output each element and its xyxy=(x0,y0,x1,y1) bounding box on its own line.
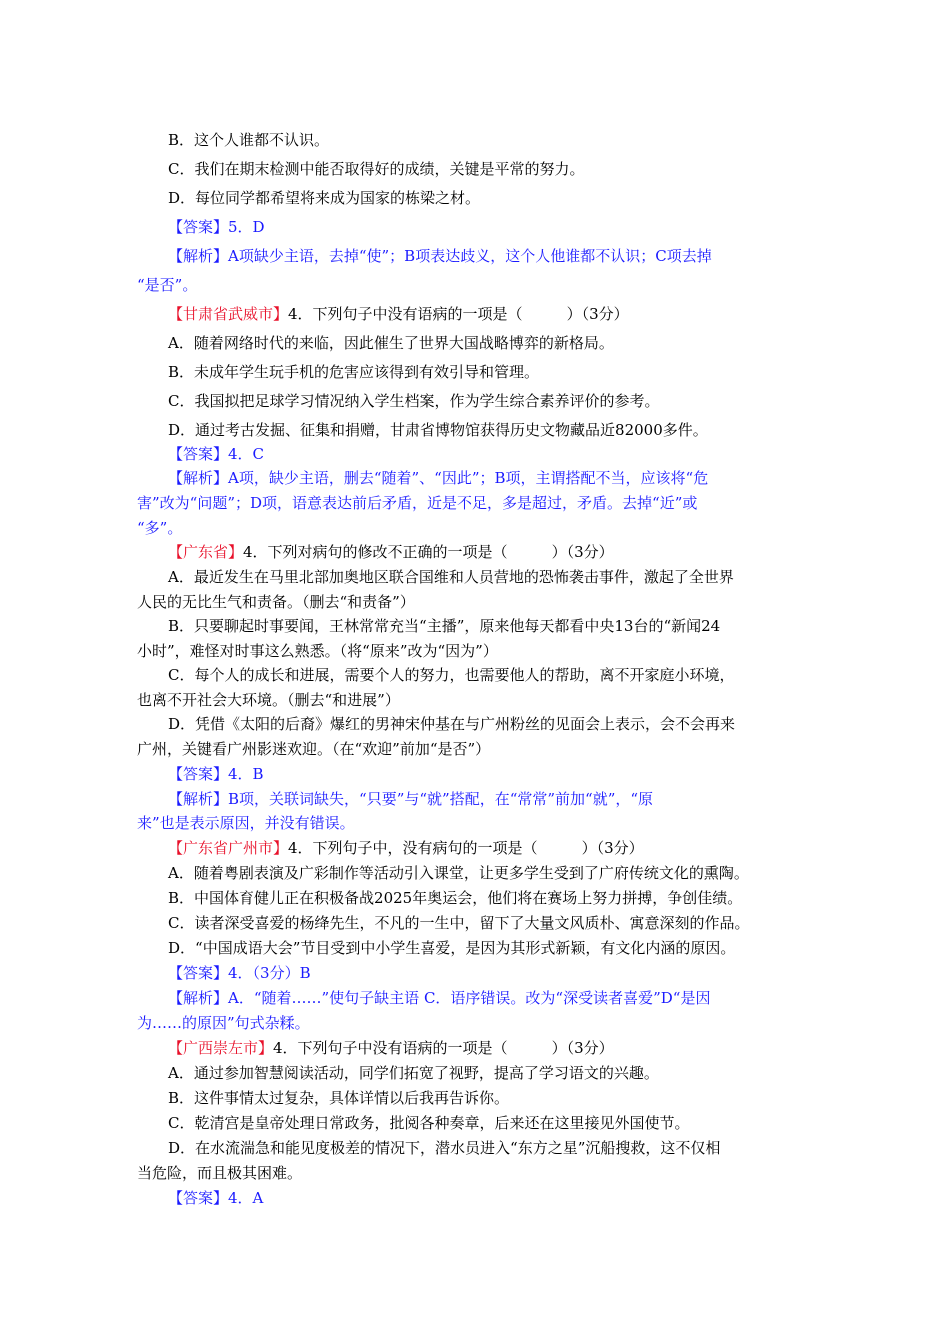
gansu-option-b: B．未成年学生玩手机的危害应该得到有效引导和管理。 xyxy=(168,363,540,381)
gansu-analysis-line2: 害”改为“问题”；D项，语意表达前后矛盾，近是不足，多是超过，矛盾。去掉“近”或 xyxy=(137,494,698,512)
stem-text: 4．下列对病句的修改不正确的一项是（ xyxy=(243,543,508,561)
guangxi-question-stem xyxy=(168,1037,614,1059)
analysis-text: A．“随着……”使句子缺主语 C．语序错误。改为“深受读者喜爱”D“是因 xyxy=(228,989,711,1007)
guangzhou-option-a: A．随着粤剧表演及广彩制作等活动引入课堂，让更多学生受到了广府传统文化的熏陶。 xyxy=(168,864,749,882)
guangdong-analysis-line2: 来”也是表示原因，并没有错误。 xyxy=(137,814,355,832)
guangdong-analysis-line1 xyxy=(168,788,653,810)
guangdong-option-a-line1: A．最近发生在马里北部加奥地区联合国维和人员营地的恐怖袭击事件，激起了全世界 xyxy=(168,568,734,586)
guangxi-option-b: B．这件事情太过复杂，具体详情以后我再告诉你。 xyxy=(168,1089,510,1107)
guangdong-answer xyxy=(168,763,264,785)
answer-value: 4．B xyxy=(228,765,264,783)
gansu-analysis-line1 xyxy=(168,467,708,489)
gansu-option-c: C．我国拟把足球学习情况纳入学生档案，作为学生综合素养评价的参考。 xyxy=(168,392,660,410)
guangdong-option-b-line1: B．只要聊起时事要闻，王林常常充当“主播”，原来他每天都看中央13台的“新闻24 xyxy=(168,617,721,635)
stem-score: ）（3分） xyxy=(566,305,629,323)
stem-score: ）（3分） xyxy=(551,1039,614,1057)
stem-score: ）（3分） xyxy=(551,543,614,561)
analysis-label: 【解析】 xyxy=(168,469,229,487)
answer-label: 【答案】 xyxy=(168,765,229,783)
gansu-option-a: A．随着网络时代的来临，因此催生了世界大国战略博弈的新格局。 xyxy=(168,334,614,352)
stem-text: 4．下列句子中没有语病的一项是（ xyxy=(288,305,523,323)
guangdong-question-stem xyxy=(168,541,614,563)
answer-label: 【答案】 xyxy=(168,1189,229,1207)
guangzhou-option-c: C．读者深受喜爱的杨绛先生，不凡的一生中，留下了大量文风质朴、寓意深刻的作品。 xyxy=(168,914,750,932)
q5-option-d: D．每位同学都希望将来成为国家的栋梁之材。 xyxy=(168,189,481,207)
guangzhou-option-b: B．中国体育健儿正在积极备战2025年奥运会，他们将在赛场上努力拼搏，争创佳绩。 xyxy=(168,889,743,907)
analysis-label: 【解析】 xyxy=(168,989,229,1007)
answer-label: 【答案】 xyxy=(168,218,229,236)
answer-value: 4．C xyxy=(228,445,265,463)
guangzhou-option-d: D．“中国成语大会”节目受到中小学生喜爱，是因为其形式新颖，有文化内涵的原因。 xyxy=(168,939,736,957)
guangxi-option-a: A．通过参加智慧阅读活动，同学们拓宽了视野，提高了学习语文的兴趣。 xyxy=(168,1064,659,1082)
guangxi-option-d-line1: D．在水流湍急和能见度极差的情况下，潜水员进入“东方之星”沉船搜救，这不仅相 xyxy=(168,1139,721,1157)
stem-score: ）（3分） xyxy=(581,839,644,857)
guangxi-option-d-line2: 当危险，而且极其困难。 xyxy=(137,1164,303,1182)
gansu-option-d: D．通过考古发掘、征集和捐赠，甘肃省博物馆获得历史文物藏品近82000多件。 xyxy=(168,421,708,439)
answer-label: 【答案】 xyxy=(168,445,229,463)
analysis-text: B项，关联词缺失，“只要”与“就”搭配，在“常常”前加“就”，“原 xyxy=(228,790,654,808)
region-label: 【甘肃省武威市】 xyxy=(168,305,289,323)
guangdong-option-d-line2: 广州，关键看广州影迷欢迎。（在“欢迎”前加“是否”） xyxy=(137,740,491,758)
answer-value: 4．A xyxy=(228,1189,264,1207)
guangdong-option-a-line2: 人民的无比生气和责备。（删去“和责备”） xyxy=(137,593,415,611)
analysis-text: A项缺少主语，去掉“使”；B项表达歧义，这个人他谁都不认识；C项去掉 xyxy=(228,247,712,265)
guangdong-option-c-line1: C．每个人的成长和进展，需要个人的努力，也需要他人的帮助，离不开家庭小环境， xyxy=(168,666,735,684)
stem-text: 4．下列句子中，没有病句的一项是（ xyxy=(288,839,538,857)
guangxi-answer xyxy=(168,1187,263,1209)
q5-analysis-line1 xyxy=(168,245,712,267)
region-label: 【广东省】 xyxy=(168,543,244,561)
q5-option-b: B．这个人谁都不认识。 xyxy=(168,131,330,149)
guangdong-option-d-line1: D．凭借《太阳的后裔》爆红的男神宋仲基在与广州粉丝的见面会上表示，会不会再来 xyxy=(168,715,736,733)
analysis-text: A项，缺少主语，删去“随着”、“因此”；B项，主谓搭配不当，应该将“危 xyxy=(228,469,709,487)
gansu-answer xyxy=(168,443,264,465)
gansu-question-stem xyxy=(168,303,629,325)
guangzhou-question-stem xyxy=(168,837,644,859)
analysis-label: 【解析】 xyxy=(168,247,229,265)
guangxi-option-c: C．乾清宫是皇帝处理日常政务，批阅各种奏章，后来还在这里接见外国使节。 xyxy=(168,1114,690,1132)
guangzhou-analysis-line2: 为……的原因”句式杂糅。 xyxy=(137,1014,310,1032)
q5-answer xyxy=(168,216,265,238)
q5-option-c: C．我们在期末检测中能否取得好的成绩，关键是平常的努力。 xyxy=(168,160,585,178)
guangdong-option-c-line2: 也离不开社会大环境。（删去“和进展”） xyxy=(137,691,400,709)
answer-value: 5．D xyxy=(228,218,265,236)
region-label: 【广东省广州市】 xyxy=(168,839,289,857)
region-label: 【广西崇左市】 xyxy=(168,1039,274,1057)
stem-text: 4．下列句子中没有语病的一项是（ xyxy=(273,1039,508,1057)
guangzhou-analysis-line1 xyxy=(168,987,710,1009)
guangdong-option-b-line2: 小时”，难怪对时事这么熟悉。（将“原来”改为“因为”） xyxy=(137,642,498,660)
answer-value: 4．（3分）B xyxy=(228,964,311,982)
analysis-label: 【解析】 xyxy=(168,790,229,808)
guangzhou-answer xyxy=(168,962,311,984)
q5-analysis-line2: “是否”。 xyxy=(137,276,198,294)
answer-label: 【答案】 xyxy=(168,964,229,982)
gansu-analysis-line3: “多”。 xyxy=(137,519,183,537)
